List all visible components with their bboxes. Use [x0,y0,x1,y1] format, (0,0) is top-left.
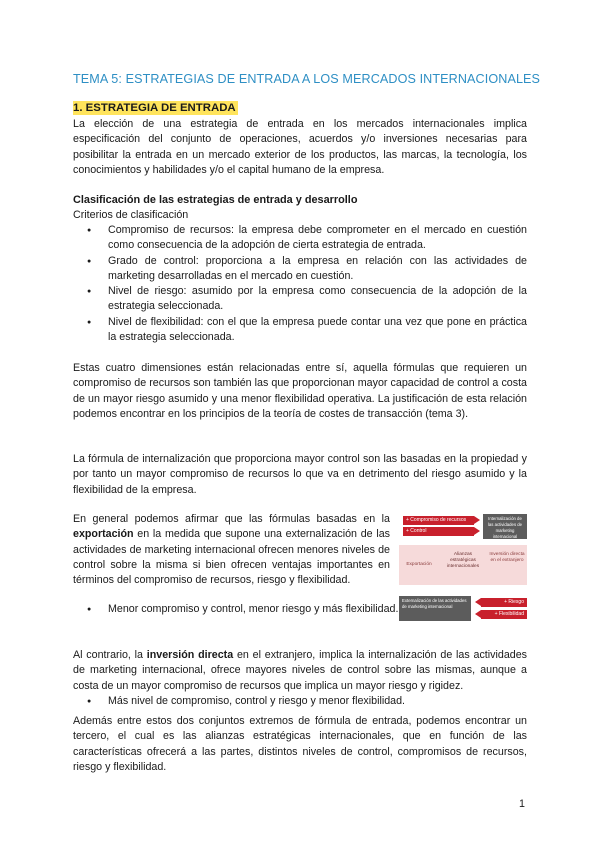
classification-heading: Clasificación de las estrategias de entrada y desarrollo [73,194,358,206]
list-item: ● Compromiso de recursos: la empresa debe comprometer en el mercado en cuestión como consecuencia de la adopción de cierta estrategia de entrada. [73,223,527,254]
export-text-pre: En general podemos afirmar que las fórmulas basadas en la [73,513,390,525]
list-item: ● Nivel de riesgo: asumido por la empresa como consecuencia de la adopción de la estrategia seleccionada. [73,284,527,315]
list-item: ● Menor compromiso y control, menor riesgo y más flexibilidad. [73,602,527,617]
internalization-box: Internalización de las actividades de marketing internacional [483,514,527,539]
risk-arrow: + Riesgo [481,598,527,607]
flexibility-arrow: + Flexibilidad [481,610,527,619]
export-paragraph [73,512,390,588]
investment-keyword: inversión directa [146,649,234,661]
page-title: TEMA 5: ESTRATEGIAS DE ENTRADA A LOS MERCADOS INTERNACIONALES [73,72,541,86]
export-text-post: en la medida que supone una externalización de las actividades de marketing internacional ofrecen menores niveles de control sobre la misma si bien ofrecen ventajas importantes en términos del compromiso de recursos, riesgo y flexibilidad. [73,528,390,587]
entry-strategy-figure [399,514,527,623]
export-label: Exportación [406,562,432,567]
alliances-paragraph: Además entre estos dos conjuntos extremos de fórmula de entrada, podemos encontrar un tercero, el cual es las alianzas estratégicas internacionales, que en función de las características ofrecerá a las partes, distintos niveles de control, compromisos de recursos, riesgo y flexibilidad. [73,715,527,773]
page-number: 1 [519,798,525,810]
list-item: ● Grado de control: proporciona a la empresa en relación con las actividades de marketing desarrolladas en el mercado en cuestión. [73,254,527,285]
intro-paragraph: La elección de una estrategia de entrada en los mercados internacionales implica especificación del conjunto de operaciones, acuerdos y/o inversiones necesarias para posibilitar la entrada en un mercado exterior de los productos, las marcas, la tecnología, los conocimientos y habilidades y/o el capital humano de la empresa. [73,118,527,176]
list-item: ● Más nivel de compromiso, control y riesgo y menor flexibilidad. [73,694,527,709]
control-arrowhead [474,527,480,535]
alliances-label: Alianzas estratégicas internacionales [446,552,480,569]
export-keyword: exportación [73,528,134,541]
section-heading: 1. ESTRATEGIA DE ENTRADA [73,102,236,114]
investment-text-pre: Al contrario, la [73,649,147,661]
investment-text-post: en el extranjero, implica la internalización de las actividades de marketing internacional, ofrece mayores niveles de control sobre las mismas, aunque a costa de un mayor compromiso de recursos que implica un mayor riesgo y rigidez. [73,649,527,692]
list-item: ● Nivel de flexibilidad: con el que la empresa puede contar una vez que pone en práctica la estrategia seleccionada. [73,315,527,346]
dimensions-paragraph: Estas cuatro dimensiones están relacionadas entre sí, aquella fórmulas que requieren un compromiso de recursos son también las que proporcionan mayor capacidad de control a costa de un mayor riesgo asumido y una menor flexibilidad operativa. La justificación de esta relación podemos encontrar en los principios de la teoría de costes de transacción (tema 3). [73,362,527,420]
externalization-box: Externalización de las actividades de marketing internacional [399,596,471,621]
commitment-arrow: + Compromiso de recursos [403,516,474,525]
criteria-list [73,223,527,345]
investment-bullets [73,694,527,709]
formula-paragraph: La fórmula de internalización que proporciona mayor control son las basadas en la propiedad y por tanto un mayor compromiso de recursos lo que va en detrimento del riesgo asumido y la flexibilidad de la empresa. [73,453,527,496]
control-arrow: + Control [403,527,474,536]
criteria-label: Criterios de clasificación [73,209,189,221]
commitment-arrowhead [474,516,480,524]
investment-label: Inversión directa en el extranjero [489,552,525,563]
investment-paragraph [73,648,527,694]
